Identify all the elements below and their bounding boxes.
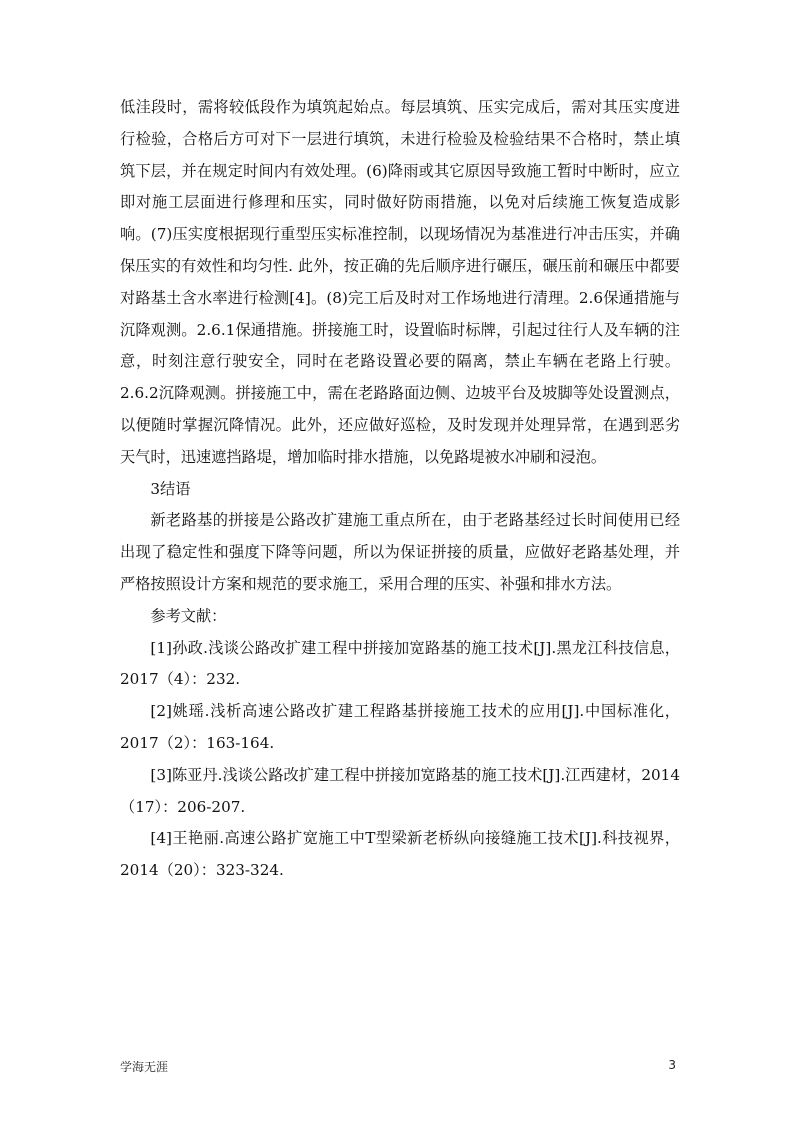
footer-left-text: 学海无涯 [120, 1060, 169, 1074]
reference-item-2: [2]姚瑶.浅析高速公路改扩建工程路基拼接施工技术的应用[J].中国标准化，2017（2）：163-164. [120, 702, 680, 752]
paragraph-conclusion: 新老路基的拼接是公路改扩建施工重点所在，由于老路基经过长时间使用已经出现了稳定性和强度下降等问题，所以为保证拼接的质量，应做好老路基处理，并严格按照设计方案和规范的要求施工，采用合理的压实、补强和排水方法。 [120, 511, 680, 593]
reference-item-1: [1]孙政.浅谈公路改扩建工程中拼接加宽路基的施工技术[J].黑龙江科技信息，2017（4）：232. [120, 638, 680, 689]
paragraph-construction-steps: 低洼段时，需将较低段作为填筑起始点。每层填筑、压实完成后，需对其压实度进行检验，合格后方可对下一层进行填筑，未进行检验及检验结果不合格时，禁止填筑下层，并在规定时间内有效处理。(6)降雨或其它原因导致施工暂时中断时，应立即对施工层面进行修理和压实，同时做好防雨措施，以免对后续施工恢复造成影响。(7)压实度根据现行重型压实标准控制，以现场情况为基准进行冲击压实，并确保压实的有效性和均匀性. 此外，按正确的先后顺序进行碾压，碾压前和碾压中都要对路基土含水率进行检测[4]。(8)完工后及时对工作场地进行清理。2.6保通措施与沉降观测。2.6.1保通措施。拼接施工时，设置临时标牌，引起过往行人及车辆的注意，时刻注意行驶安全，同时在老路设置必要的隔离，禁止车辆在老路上行驶。2.6.2沉降观测。拼接施工中，需在老路路面边侧、边坡平台及坡脚等处设置测点，以便随时掌握沉降情况。此外，还应做好巡检，及时发现并处理异常，在遇到恶劣天气时，迅速遮挡路堤，增加临时排水措施，以免路堤被水冲刷和浸泡。 [120, 98, 680, 466]
section-heading-conclusion: 3结语 [150, 479, 191, 498]
reference-item-4: [4]王艳丽.高速公路扩宽施工中T型梁新老桥纵向接缝施工技术[J].科技视界，2014（20）：323-324. [120, 829, 680, 880]
reference-item-3: [3]陈亚丹.浅谈公路改扩建工程中拼接加宽路基的施工技术[J].江西建材，2014（17）：206-207. [120, 765, 680, 816]
references-heading: 参考文献： [150, 606, 227, 625]
page-number: 3 [668, 1058, 676, 1072]
document-body [120, 92, 680, 887]
